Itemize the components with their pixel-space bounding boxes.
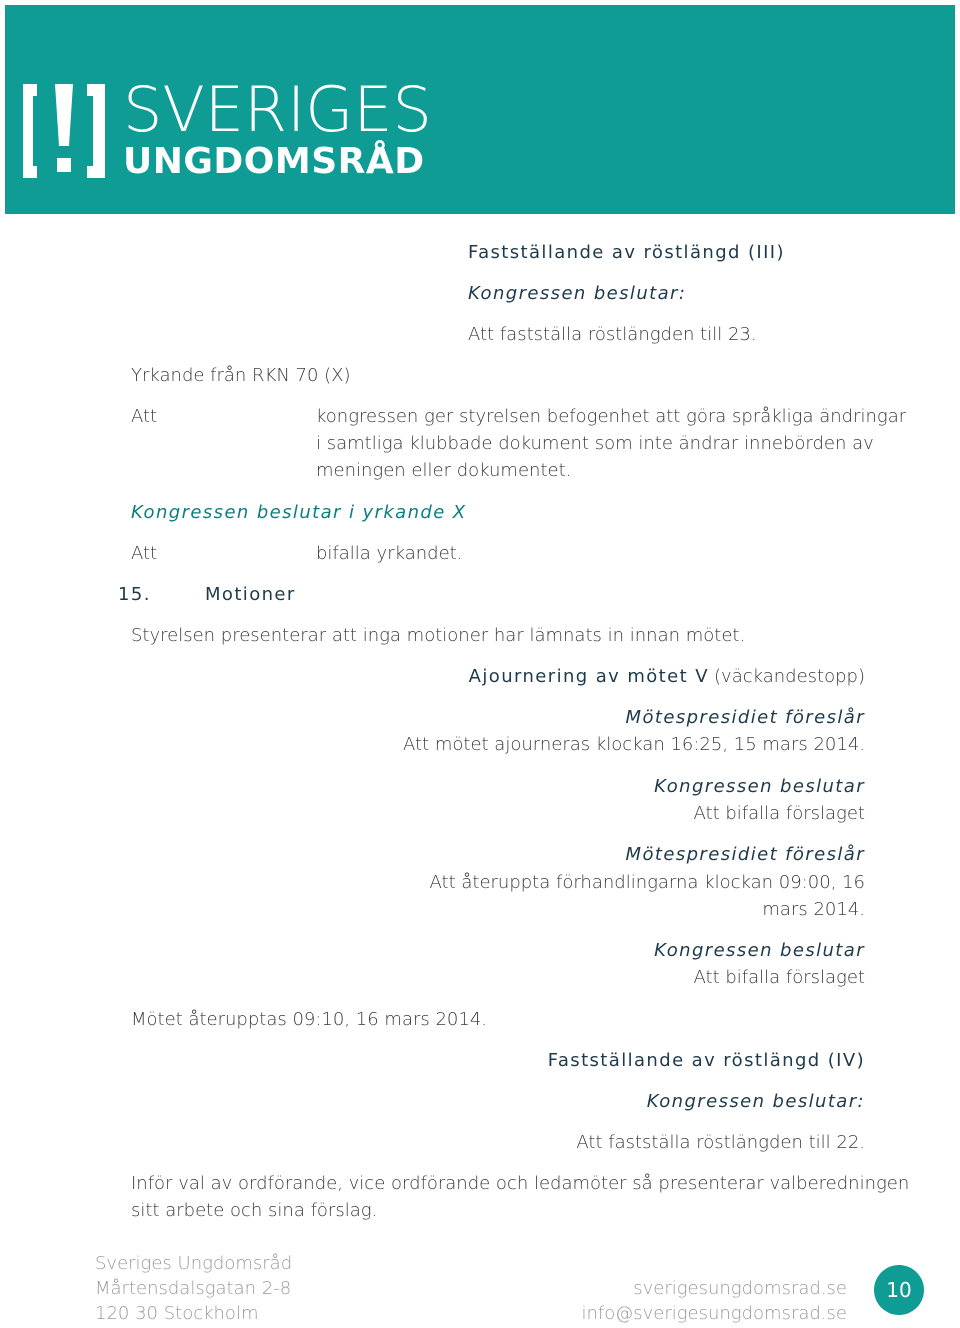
proposal-label: Mötespresidiet föreslår bbox=[625, 707, 865, 728]
election-text: sitt arbete och sina förslag. bbox=[131, 1200, 378, 1221]
motion-line: i samtliga klubbade dokument som inte ändrar innebörden av bbox=[316, 433, 874, 454]
footer-city: 120 30 Stockholm bbox=[95, 1303, 259, 1324]
decision-text-iii: Att fastställa röstlängden till 23. bbox=[468, 324, 757, 345]
section-number: 15. bbox=[118, 584, 151, 605]
footer-street: Mårtensdalsgatan 2-8 bbox=[95, 1278, 292, 1299]
decision-text: Att bifalla förslaget bbox=[693, 803, 865, 824]
section-title: Motioner bbox=[205, 584, 296, 605]
logo-text-ungdomsrad: UNGDOMSRÅD bbox=[123, 141, 425, 182]
header-banner bbox=[5, 5, 955, 214]
heading-rostlangd-iv: Fastställande av röstlängd (IV) bbox=[547, 1050, 865, 1071]
logo-text-sveriges: SVERIGES bbox=[123, 73, 432, 146]
adjournment-heading: Ajournering av mötet V bbox=[468, 666, 709, 687]
page-number-badge: 10 bbox=[874, 1265, 924, 1315]
motion-title: Yrkande från RKN 70 (X) bbox=[131, 365, 351, 386]
proposal-text: Att mötet ajourneras klockan 16:25, 15 mars 2014. bbox=[403, 734, 865, 755]
footer-email-link[interactable]: info@sverigesungdomsrad.se bbox=[581, 1303, 847, 1324]
decision-text: Att bifalla förslaget bbox=[693, 967, 865, 988]
decision-text-iv: Att fastställa röstlängden till 22. bbox=[576, 1132, 865, 1153]
election-text: Inför val av ordförande, vice ordförande och ledamöter så presenterar valberedningen bbox=[131, 1173, 910, 1194]
heading-rostlangd-iii: Fastställande av röstlängd (III) bbox=[468, 242, 785, 263]
adjournment-heading-row bbox=[469, 666, 865, 688]
proposal-text: mars 2014. bbox=[762, 899, 865, 920]
decision-label-iv: Kongressen beslutar: bbox=[646, 1091, 865, 1112]
decision-label: Kongressen beslutar bbox=[654, 940, 865, 961]
decision-label: Kongressen beslutar bbox=[654, 776, 865, 797]
proposal-text: Att återuppta förhandlingarna klockan 09:00, 16 bbox=[429, 872, 865, 893]
motion-line: kongressen ger styrelsen befogenhet att göra språkliga ändringar bbox=[316, 406, 907, 427]
footer-website-link[interactable]: sverigesungdomsrad.se bbox=[633, 1278, 847, 1299]
section-text: Styrelsen presenterar att inga motioner har lämnats in innan mötet. bbox=[131, 625, 746, 646]
footer-org: Sveriges Ungdomsråd bbox=[95, 1253, 293, 1274]
motion-line: meningen eller dokumentet. bbox=[316, 460, 572, 481]
logo-mark-icon bbox=[21, 84, 107, 178]
decision-label-iii: Kongressen beslutar: bbox=[468, 283, 687, 304]
motion-decision-text: bifalla yrkandet. bbox=[316, 543, 463, 564]
proposal-label: Mötespresidiet föreslår bbox=[625, 844, 865, 865]
resumed-text: Mötet återupptas 09:10, 16 mars 2014. bbox=[131, 1009, 488, 1030]
motion-att-label: Att bbox=[131, 406, 158, 427]
motion-decision-att: Att bbox=[131, 543, 158, 564]
adjournment-heading-suffix: (väckandestopp) bbox=[714, 666, 865, 687]
motion-decision-label: Kongressen beslutar i yrkande X bbox=[131, 502, 467, 523]
